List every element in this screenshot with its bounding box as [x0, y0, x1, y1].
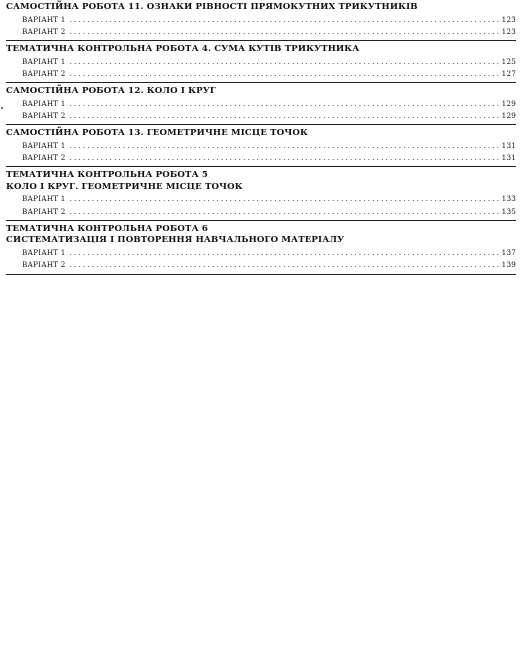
- dot-leader: [70, 57, 501, 68]
- entry-label: ВАРІАНТ 1: [22, 247, 66, 257]
- entry-label: ВАРІАНТ 2: [22, 68, 66, 78]
- toc-entry[interactable]: [6, 68, 516, 80]
- toc-entry[interactable]: [6, 193, 516, 205]
- entry-label: ВАРІАНТ 2: [22, 110, 66, 120]
- section-title: САМОСТІЙНА РОБОТА 11. ОЗНАКИ РІВНОСТІ ПРЯМОКУТНИХ ТРИКУТНИКІВ: [6, 2, 418, 12]
- entry-label: ВАРІАНТ 2: [22, 260, 66, 270]
- section-title: САМОСТІЙНА РОБОТА 12. КОЛО І КРУГ: [6, 86, 216, 97]
- page-number: 123: [501, 14, 516, 24]
- dot-leader: [70, 111, 501, 122]
- toc-section: [6, 170, 516, 221]
- section-title: САМОСТІЙНА РОБОТА 13. ГЕОМЕТРИЧНЕ МІСЦЕ ТОЧОК: [6, 128, 308, 139]
- toc-section: [6, 86, 516, 125]
- toc-entry[interactable]: [6, 110, 516, 122]
- dot-leader: [70, 99, 501, 110]
- dot-leader: [70, 27, 501, 38]
- section-subtitle: КОЛО І КРУГ. ГЕОМЕТРИЧНЕ МІСЦЕ ТОЧОК: [6, 181, 243, 192]
- entry-label: ВАРІАНТ 2: [22, 153, 66, 163]
- page-number: 131: [501, 140, 516, 150]
- page-number: 129: [501, 110, 516, 120]
- toc-entry[interactable]: [6, 152, 516, 164]
- toc-section: [6, 128, 516, 167]
- entry-label: ВАРІАНТ 1: [22, 194, 66, 204]
- page-number: 135: [501, 206, 516, 216]
- toc-entry[interactable]: [6, 98, 516, 110]
- entry-label: ВАРІАНТ 1: [22, 140, 66, 150]
- toc-section: [6, 44, 516, 83]
- dot-leader: [70, 153, 501, 164]
- toc-section: [6, 224, 516, 275]
- page-number: 127: [501, 68, 516, 78]
- section-subtitle: СИСТЕМАТИЗАЦІЯ І ПОВТОРЕННЯ НАВЧАЛЬНОГО МАТЕРІАЛУ: [6, 235, 345, 246]
- dot-leader: [70, 248, 501, 259]
- page-number: 131: [501, 153, 516, 163]
- dot-leader: [70, 69, 501, 80]
- table-of-contents: [6, 2, 516, 278]
- toc-entry[interactable]: [6, 259, 516, 271]
- entry-label: ВАРІАНТ 1: [22, 14, 66, 24]
- toc-entry[interactable]: [6, 206, 516, 218]
- entry-label: ВАРІАНТ 2: [22, 26, 66, 36]
- section-title: ТЕМАТИЧНА КОНТРОЛЬНА РОБОТА 5: [6, 170, 208, 181]
- toc-entry[interactable]: [6, 247, 516, 259]
- toc-entry[interactable]: [6, 56, 516, 68]
- entry-label: ВАРІАНТ 1: [22, 56, 66, 66]
- dot-leader: [70, 207, 501, 218]
- page-number: 123: [501, 26, 516, 36]
- dot-leader: [70, 260, 501, 271]
- entry-label: ВАРІАНТ 1: [22, 98, 66, 108]
- toc-entry[interactable]: [6, 14, 516, 26]
- page-number: 139: [501, 260, 516, 270]
- page-number: 125: [501, 56, 516, 66]
- section-title: ТЕМАТИЧНА КОНТРОЛЬНА РОБОТА 4. СУМА КУТІВ ТРИКУТНИКА: [6, 44, 360, 55]
- margin-mark: [1, 107, 3, 109]
- page-number: 133: [501, 194, 516, 204]
- entry-label: ВАРІАНТ 2: [22, 206, 66, 216]
- dot-leader: [70, 194, 501, 205]
- toc-entry[interactable]: [6, 26, 516, 38]
- page-number: 129: [501, 98, 516, 108]
- section-title: ТЕМАТИЧНА КОНТРОЛЬНА РОБОТА 6: [6, 223, 208, 234]
- dot-leader: [70, 15, 501, 26]
- toc-section: [6, 2, 516, 41]
- toc-entry[interactable]: [6, 140, 516, 152]
- dot-leader: [70, 141, 501, 152]
- page-number: 137: [501, 247, 516, 257]
